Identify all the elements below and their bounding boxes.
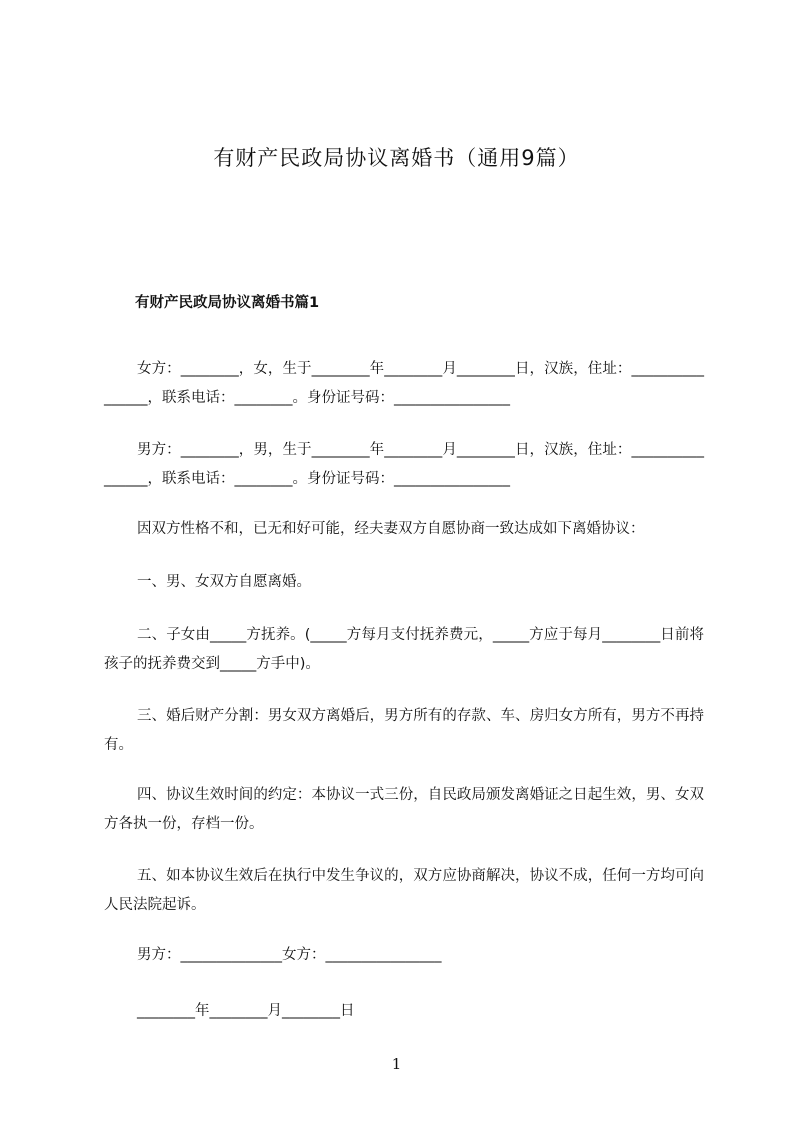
signature-line: 男方：______________女方：________________ [137, 946, 442, 963]
document-title: 有财产民政局协议离婚书（通用9篇） [213, 146, 580, 170]
paragraph-clause-1: 一、男、女双方自愿离婚。 [137, 573, 311, 590]
section-heading: 有财产民政局协议离婚书篇1 [135, 295, 320, 311]
paragraph-clause-2: 二、子女由_____方抚养。(_____方每月支付抚养费元，_____方应于每月________日前将孩子的抚养费交到_____方手中)。 [104, 626, 704, 672]
paragraph-clause-5: 五、如本协议生效后在执行中发生争议的，双方应协商解决，协议不成，任何一方均可向人民法院起诉。 [104, 867, 704, 913]
paragraph-preamble: 因双方性格不和，已无和好可能，经夫妻双方自愿协商一致达成如下离婚协议： [137, 520, 645, 537]
paragraph-clause-3: 三、婚后财产分割：男女双方离婚后，男方所有的存款、车、房归女方所有，男方不再持有。 [104, 707, 704, 753]
date-line: ________年________月________日 [137, 1002, 355, 1019]
paragraph-male-party-info: 男方：________，男，生于________年________月________日，汉族，住址：________________，联系电话：________。身份证号码：________________ [104, 441, 704, 487]
paragraph-female-party-info: 女方：________，女，生于________年________月________日，汉族，住址：________________，联系电话：________。身份证号码：________________ [104, 360, 704, 406]
page-number: 1 [391, 1055, 402, 1073]
paragraph-clause-4: 四、协议生效时间的约定：本协议一式三份，自民政局颁发离婚证之日起生效，男、女双方各执一份，存档一份。 [104, 786, 704, 832]
